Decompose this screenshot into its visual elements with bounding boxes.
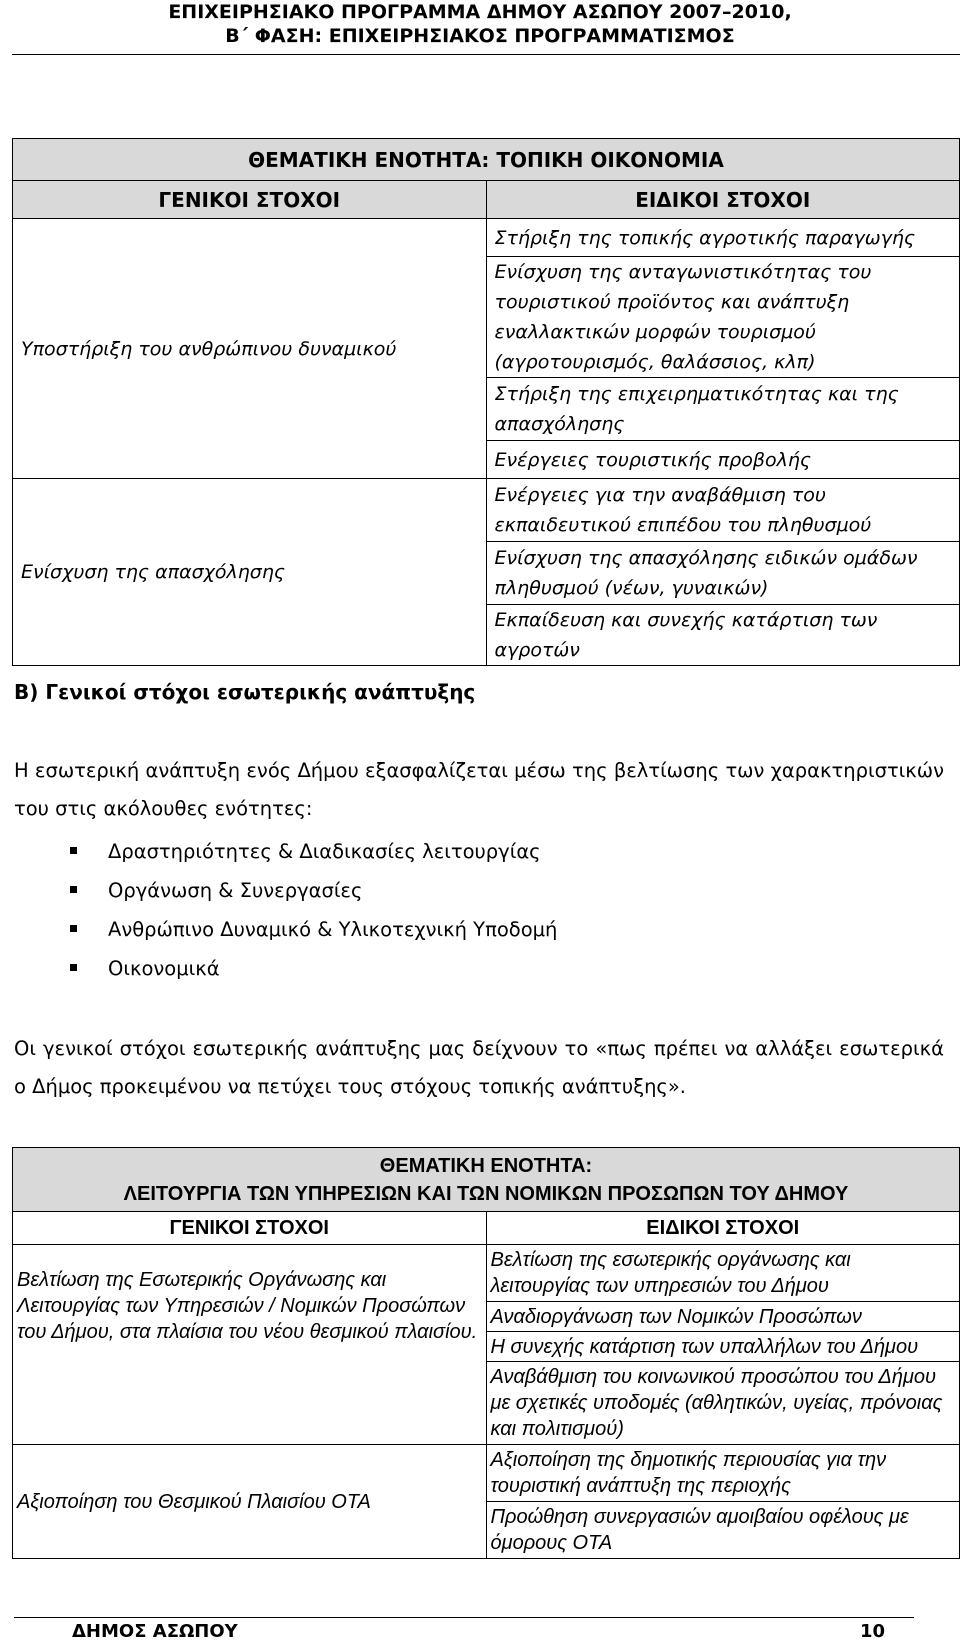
table2-specific-goal: Η συνεχής κατάρτιση των υπαλλήλων του Δήμου bbox=[486, 1332, 960, 1362]
table2-title bbox=[13, 1148, 960, 1212]
table2-specific-goal: Προώθηση συνεργασιών αμοιβαίου οφέλους με όμορους ΟΤΑ bbox=[486, 1502, 960, 1559]
page-header bbox=[0, 0, 960, 48]
table1-specific-goal: Στήριξη της τοπικής αγροτικής παραγωγής bbox=[486, 219, 960, 257]
header-rule bbox=[12, 54, 960, 55]
table1-specific-goal: Ενέργειες για την αναβάθμιση του εκπαιδευτικού επιπέδου του πληθυσμού bbox=[486, 479, 960, 542]
closing-text: Οι γενικοί στόχοι εσωτερικής ανάπτυξης μας δείχνουν το «πως πρέπει να αλλάξει εσωτερικά ο Δήμος προκειμένου να πετύχει τους στόχους τοπικής ανάπτυξης». bbox=[14, 1037, 944, 1098]
table2-specific-goal: Αναβάθμιση του κοινωνικού προσώπου του Δήμου με σχετικές υποδομές (αθλητικών, υγείας, πρόνοιας και πολιτισμού) bbox=[486, 1362, 960, 1445]
table1-specific-goal: Στήριξη της επιχειρηματικότητας και της απασχόλησης bbox=[486, 378, 960, 441]
header-line-1: ΕΠΙΧΕΙΡΗΣΙΑΚΟ ΠΡΟΓΡΑΜΜΑ ΔΗΜΟΥ ΑΣΩΠΟΥ 2007–2010, bbox=[168, 1, 792, 23]
header-line-2: Β΄ ΦΑΣΗ: ΕΠΙΧΕΙΡΗΣΙΑΚΟΣ ΠΡΟΓΡΑΜΜΑΤΙΣΜΟΣ bbox=[225, 25, 735, 47]
table-services-operation bbox=[12, 1147, 960, 1559]
footer-organization: ΔΗΜΟΣ ΑΣΩΠΟΥ bbox=[72, 1621, 238, 1642]
closing-paragraph bbox=[14, 1030, 944, 1106]
table2-specific-goal: Αναδιοργάνωση των Νομικών Προσώπων bbox=[486, 1302, 960, 1332]
table1-header-specific: ΕΙΔΙΚΟΙ ΣΤΟΧΟΙ bbox=[486, 181, 960, 219]
table2-specific-goal: Βελτίωση της εσωτερικής οργάνωσης και λειτουργίας των υπηρεσιών του Δήμου bbox=[486, 1245, 960, 1302]
table2-title-line-1: ΘΕΜΑΤΙΚΗ ΕΝΟΤΗΤΑ: bbox=[379, 1154, 593, 1177]
table-local-economy bbox=[12, 138, 960, 666]
list-item: Οργάνωση & Συνεργασίες bbox=[70, 871, 557, 910]
list-item: Δραστηριότητες & Διαδικασίες λειτουργίας bbox=[70, 832, 557, 871]
footer-rule bbox=[14, 1617, 914, 1618]
table1-specific-goal: Ενίσχυση της απασχόλησης ειδικών ομάδων πληθυσμού (νέων, γυναικών) bbox=[486, 542, 960, 605]
table1-header-general: ΓΕΝΙΚΟΙ ΣΤΟΧΟΙ bbox=[13, 181, 487, 219]
bullet-list bbox=[70, 832, 557, 988]
table2-header-specific: ΕΙΔΙΚΟΙ ΣΤΟΧΟΙ bbox=[486, 1212, 960, 1245]
list-item: Οικονομικά bbox=[70, 949, 557, 988]
table1-general-goal: Ενίσχυση της απασχόλησης bbox=[13, 479, 487, 666]
page-number: 10 bbox=[860, 1621, 886, 1642]
list-item: Ανθρώπινο Δυναμικό & Υλικοτεχνική Υποδομή bbox=[70, 910, 557, 949]
table2-general-goal: Αξιοποίηση του Θεσμικού Πλαισίου ΟΤΑ bbox=[13, 1445, 487, 1559]
table1-specific-goal: Ενέργειες τουριστικής προβολής bbox=[486, 441, 960, 479]
section-title: Β) Γενικοί στόχοι εσωτερικής ανάπτυξης bbox=[14, 680, 476, 704]
table2-specific-goal: Αξιοποίηση της δημοτικής περιουσίας για την τουριστική ανάπτυξη της περιοχής bbox=[486, 1445, 960, 1502]
table2-general-goal: Βελτίωση της Εσωτερικής Οργάνωσης και Λειτουργίας των Υπηρεσιών / Νομικών Προσώπων του Δήμου, στα πλαίσια του νέου θεσμικού πλαισίου. bbox=[13, 1245, 487, 1445]
table2-header-general: ΓΕΝΙΚΟΙ ΣΤΟΧΟΙ bbox=[13, 1212, 487, 1245]
intro-paragraph bbox=[14, 752, 944, 828]
table1-title: ΘΕΜΑΤΙΚΗ ΕΝΟΤΗΤΑ: ΤΟΠΙΚΗ ΟΙΚΟΝΟΜΙΑ bbox=[13, 139, 960, 181]
table1-specific-goal: Ενίσχυση της ανταγωνιστικότητας του τουριστικού προϊόντος και ανάπτυξη εναλλακτικών μορφών τουρισμού (αγροτουρισμός, θαλάσσιος, κλπ) bbox=[486, 257, 960, 378]
intro-text: Η εσωτερική ανάπτυξη ενός Δήμου εξασφαλίζεται μέσω της βελτίωσης των χαρακτηριστικών του στις ακόλουθες ενότητες: bbox=[14, 759, 944, 820]
table2-title-line-2: ΛΕΙΤΟΥΡΓΙΑ ΤΩΝ ΥΠΗΡΕΣΙΩΝ ΚΑΙ ΤΩΝ ΝΟΜΙΚΩΝ ΠΡΟΣΩΠΩΝ ΤΟΥ ΔΗΜΟΥ bbox=[123, 1182, 849, 1205]
table1-general-goal: Υποστήριξη του ανθρώπινου δυναμικού bbox=[13, 219, 487, 479]
table1-specific-goal: Εκπαίδευση και συνεχής κατάρτιση των αγροτών bbox=[486, 605, 960, 666]
